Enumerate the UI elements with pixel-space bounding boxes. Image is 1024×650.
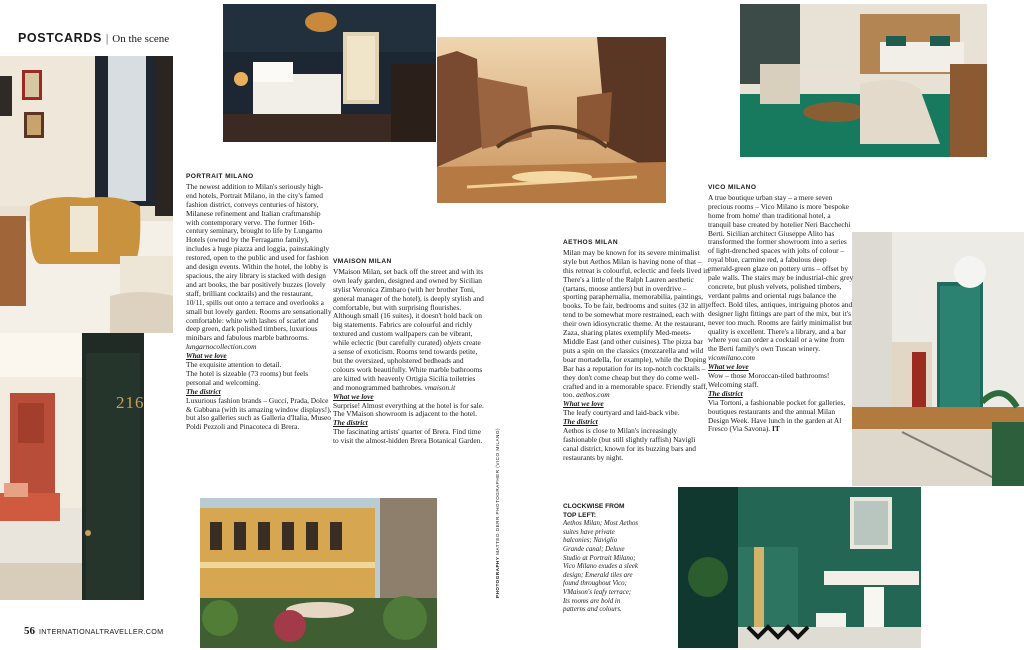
hotel-body-2: create a sense of exoticism. Rooms tend towards petite, but the oversized, upholstered bedheads and colours work beautifully. White marble bathrooms are kitted with heavenly Ortigia Sicilia toiletries and monogrammed bathrobes. (333, 338, 483, 392)
caption-body: Aethos Milan; Most Aethos suites have private balconies; Naviglio Grande canal; Deluxe Studio at Portrait Milano; Vico Milano exudes a sleek design; Emerald tiles are found throughout Vico; VMaison's leafy terrace; Its rooms are bold in patterns and colours. (563, 520, 639, 614)
article-aethos-milan (563, 239, 712, 463)
what-we-love-text: The leafy courtyard and laid-back vibe. (563, 408, 680, 418)
district-text: Via Tortoni, a fashionable pocket for galleries, boutiques restaurants and the annual Milan Design Week. Have lunch in the garden at Al Fresco (Via Savona). (708, 397, 846, 434)
section-subtitle: On the scene (112, 33, 170, 45)
photo-credit (495, 428, 500, 598)
page-footer (24, 621, 163, 639)
what-we-love-heading: What we love (186, 351, 227, 361)
district-text: The fascinating artists' quarter of Brera. Find time to visit the almost-hidden Brera Botanical Garden. (333, 427, 483, 446)
district-heading: The district (186, 386, 221, 396)
what-we-love-heading: What we love (708, 362, 749, 372)
district-heading: The district (333, 418, 368, 428)
photo-naviglio-canal (437, 37, 666, 203)
site-url[interactable]: INTERNATIONALTRAVELLER.COM (39, 627, 164, 636)
page-number: 56 (24, 625, 35, 637)
end-mark: IT (772, 424, 780, 434)
header-separator: | (105, 31, 109, 45)
article-portrait-milano (186, 173, 333, 432)
hotel-url[interactable]: aethos.com (576, 390, 610, 400)
what-we-love-text: Surprise! Almost everything at the hotel is for sale. The VMaison showroom is adjacent to the hotel. (333, 400, 484, 419)
hotel-url[interactable]: vmaison.it (424, 382, 456, 392)
district-text: Luxurious fashion brands – Gucci, Prada, Dolce & Gabbana (with its amazing window displays!), but also galleries such as Galleria d'Italia, Museo Poldi Pezzoli and Pinacoteca di Brera. (186, 395, 332, 432)
hotel-body: A true boutique urban stay – a mere seven precious rooms – Vico Milano is more 'bespoke home from home' than traditional hotel, a tranquil base created by hotelier Neri Bacchechi Berti. Sicilian architect Giuseppe Alito has transformed the former showroom into a series of light-drenched spaces with jolts of colour – royal blue, carmine red, a fabulous deep emerald-green glaze on pottery urns – offset by pale walls. The stairs may be industrial-chic grey concrete, but plush velvets, polished timbers, verdant palms and oriental rugs balance the effect. Bold tiles, antiques, intriguing photos and designer light fittings are part of the mix, but it's never too much. Rooms are fairly minimalist but quality is excellent. There's a library, and a bar where you can order a cocktail or a wine from the Berti family's own Tuscan winery. (708, 192, 854, 354)
hotel-url[interactable]: vicomilano.com (708, 353, 755, 363)
caption-heading: CLOCKWISE FROM TOP LEFT: (563, 503, 625, 519)
district-heading: The district (563, 417, 598, 427)
page-header (18, 29, 169, 47)
hotel-heading: PORTRAIT MILANO (186, 173, 254, 180)
room-number: 216 (116, 393, 144, 412)
photo-aethos-bedroom (223, 4, 436, 142)
photo-vico-atrium (852, 232, 1024, 486)
photo-credit-label: PHOTOGRAPHY (495, 556, 500, 598)
hotel-body-italic: objets (443, 338, 462, 348)
district-text: Aethos is close to Milan's increasingly fashionable (but still slightly raffish) Navigli canal district, known for its buzzing bars and restaurants by night. (563, 426, 696, 462)
what-we-love-heading: What we love (333, 391, 374, 401)
photo-vico-bathroom (678, 487, 921, 648)
hotel-body: The newest addition to Milan's seriously high-end hotels, Portrait Milano, in the city's famed fashion district, conveys centuries of history, Milanese refinement and Italian craftmanship with contemporary verve. The former 16th-century seminary, brought to life by Lungarno Hotels (owned by the Ferragamo family), includes a huge piazza and loggia, painstakingly restored, open to the public and used for fashion and design events. Within the hotel, the lobby is spacious, the airy library is stacked with design and art books, the bar positively buzzes (lovely staff, brilliant cocktails) and the restaurant, 10/11, spills out onto a terrace and overlooks a small but lovely garden. Rooms are sensationally comfortable: white with lashes of scarlet and deep green, dark polished timbers, luxurious minibars and fabulous marble bathrooms. (186, 181, 332, 343)
article-vico-milano (708, 184, 854, 434)
photo-aethos-lobby (0, 56, 173, 333)
what-we-love-text: The exquisite attention to detail. (186, 360, 282, 370)
section-title: POSTCARDS (18, 31, 102, 45)
photo-credit-text: MATTEO DERR PHOTOGRAPHER (VICO MILANO) (495, 428, 500, 555)
hotel-body: VMaison Milan, set back off the street and with its own leafy garden, designed and owned by Sicilian stylist Veronica Zimbaro (with her brother Toni, general manager of the hotel), is deeply stylish and comfortable, but with surprising flourishes. Although small (16 suites), it doesn't hold back on big statements. Fabrics are colourful and richly textured and custom wallpapers can be vibrant, while eclectic (but carefully curated) (333, 266, 484, 348)
hotel-url[interactable]: lungarnocollection.com (186, 342, 257, 352)
photo-portrait-studio (740, 4, 987, 157)
article-vmaison-milan (333, 258, 485, 446)
hotel-heading: VMAISON MILAN (333, 258, 392, 265)
what-we-love-text: Wow – those Moroccan-tiled bathrooms! Welcoming staff. (708, 371, 830, 389)
what-we-love-text-2: The hotel is sizeable (73 rooms) but feels personal and welcoming. (186, 368, 309, 387)
hotel-heading: AETHOS MILAN (563, 239, 618, 246)
what-we-love-heading: What we love (563, 399, 604, 409)
hotel-heading: VICO MILANO (708, 184, 757, 191)
hotel-body: Milan may be known for its severe minimalist style but Aethos Milan is having none of that – this retreat is colourful, eclectic and feels lived in. There's a little of the Ralph Lauren aesthetic (tartans, moose antlers) but in overdrive – sporting paraphernalia, memorabilia, paintings, books. To be fair, bedrooms and suites (32 in all) tend to be somewhat more restrained, each with their own idiosyncratic theme. At the restaurant, Zaza, sharing plates exemplify Med-meets-Middle East (and other cuisines). The pizza bar puts a spin on the classics (mozzarella and wild boar mortadella, for example), while the Doping Bar has a reputation for its top-notch cocktails – they don't come cheap but they do come well-crafted and in a memorable space. Friendly staff, too. (563, 247, 711, 400)
photo-captions (563, 503, 639, 615)
photo-portrait-room-216 (0, 333, 144, 600)
district-heading: The district (708, 388, 743, 398)
photo-vmaison-terrace (200, 498, 437, 648)
